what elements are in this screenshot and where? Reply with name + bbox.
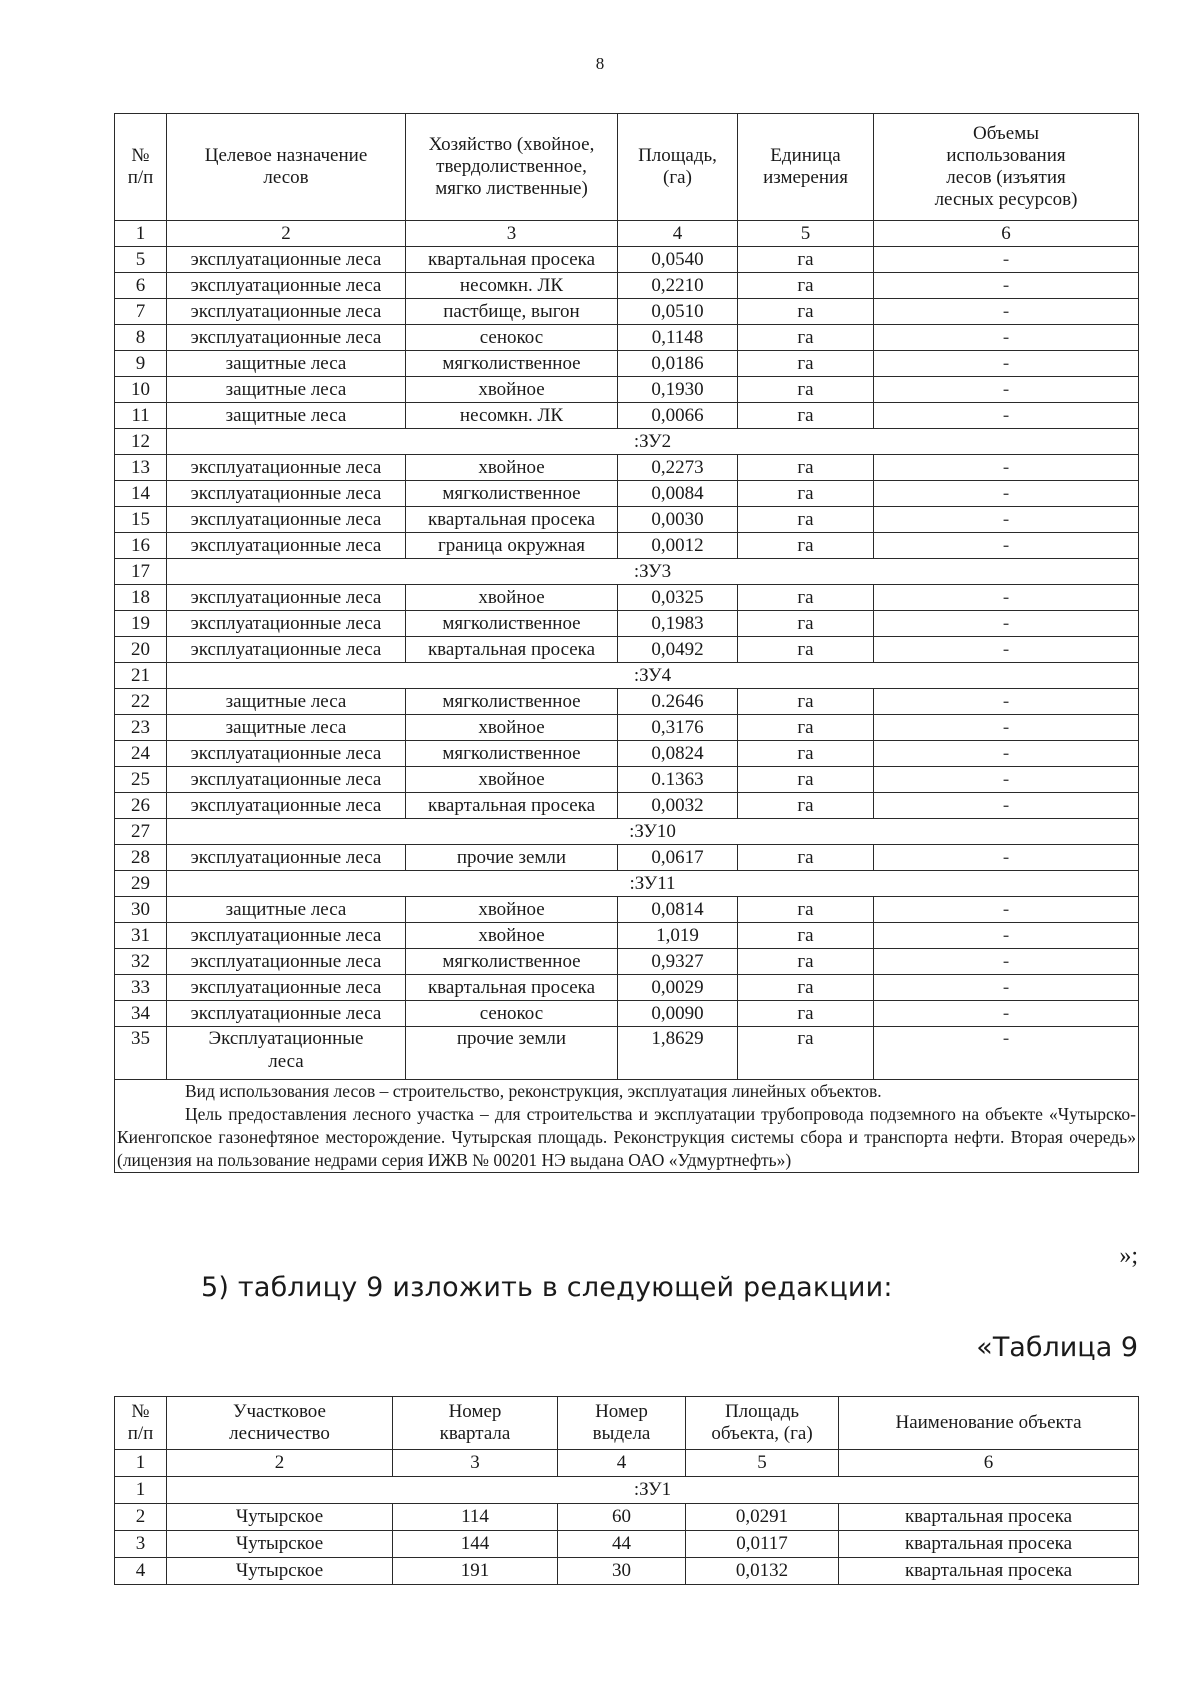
row-number: 9	[115, 351, 167, 377]
allotment-cell: 60	[558, 1504, 686, 1531]
area-cell: 0,0090	[618, 1001, 738, 1027]
volume-cell: -	[874, 273, 1139, 299]
row-number: 5	[115, 247, 167, 273]
unit-cell: га	[738, 533, 874, 559]
quarter-cell: 114	[393, 1504, 558, 1531]
section-row	[115, 1477, 1139, 1504]
table-row	[115, 351, 1139, 377]
forest-purpose-cell: защитные леса	[167, 377, 406, 403]
column-header: № п/п	[115, 114, 167, 221]
amendment-instruction: 5) таблицу 9 изложить в следующей редакции:	[201, 1272, 893, 1303]
row-number: 12	[115, 429, 167, 455]
farm-type-cell: мягколиственное	[406, 949, 618, 975]
area-cell: 0,0325	[618, 585, 738, 611]
farm-type-cell: мягколиственное	[406, 351, 618, 377]
volume-cell: -	[874, 845, 1139, 871]
column-header: Площадь объекта, (га)	[686, 1397, 839, 1450]
volume-cell: -	[874, 715, 1139, 741]
farm-type-cell: прочие земли	[406, 845, 618, 871]
area-cell: 0,0032	[618, 793, 738, 819]
area-cell: 0,2273	[618, 455, 738, 481]
table-row	[115, 481, 1139, 507]
table-row	[115, 923, 1139, 949]
row-number: 35	[115, 1027, 167, 1080]
column-number-row	[115, 1450, 1139, 1477]
unit-cell: га	[738, 481, 874, 507]
farm-type-cell: квартальная просека	[406, 637, 618, 663]
forest-purpose-cell: эксплуатационные леса	[167, 793, 406, 819]
volume-cell: -	[874, 637, 1139, 663]
volume-cell: -	[874, 481, 1139, 507]
farm-type-cell: хвойное	[406, 455, 618, 481]
unit-cell: га	[738, 1027, 874, 1080]
row-number: 17	[115, 559, 167, 585]
section-label: :ЗУ2	[167, 429, 1139, 455]
forest-purpose-cell: защитные леса	[167, 689, 406, 715]
object-name-cell: квартальная просека	[839, 1531, 1139, 1558]
usage-type-text: Вид использования лесов – строительство, реконструкция, эксплуатация линейных объектов.	[185, 1081, 882, 1101]
area-cell: 1,019	[618, 923, 738, 949]
object-name-cell: квартальная просека	[839, 1558, 1139, 1585]
forest-purpose-cell: эксплуатационные леса	[167, 533, 406, 559]
column-number: 4	[618, 221, 738, 247]
area-cell: 0,1148	[618, 325, 738, 351]
column-header: Наименование объекта	[839, 1397, 1139, 1450]
area-cell: 0,0824	[618, 741, 738, 767]
area-cell: 0,0030	[618, 507, 738, 533]
column-number: 2	[167, 1450, 393, 1477]
row-number: 29	[115, 871, 167, 897]
farm-type-cell: граница окружная	[406, 533, 618, 559]
volume-cell: -	[874, 689, 1139, 715]
area-cell: 0,0084	[618, 481, 738, 507]
unit-cell: га	[738, 585, 874, 611]
table-row	[115, 637, 1139, 663]
area-cell: 0,3176	[618, 715, 738, 741]
forest-purpose-cell: Эксплуатационные леса	[167, 1027, 406, 1080]
row-number: 1	[115, 1477, 167, 1504]
unit-cell: га	[738, 637, 874, 663]
row-number: 20	[115, 637, 167, 663]
table-9	[114, 1396, 1139, 1585]
forest-purpose-cell: эксплуатационные леса	[167, 1001, 406, 1027]
section-row	[115, 819, 1139, 845]
forest-purpose-cell: эксплуатационные леса	[167, 273, 406, 299]
table-row	[115, 507, 1139, 533]
column-number-row	[115, 221, 1139, 247]
row-number: 22	[115, 689, 167, 715]
forest-purpose-cell: защитные леса	[167, 715, 406, 741]
area-cell: 0,0540	[618, 247, 738, 273]
row-number: 28	[115, 845, 167, 871]
forest-purpose-cell: защитные леса	[167, 351, 406, 377]
forest-purpose-cell: эксплуатационные леса	[167, 585, 406, 611]
volume-cell: -	[874, 377, 1139, 403]
area-cell: 0,2210	[618, 273, 738, 299]
column-header: Объемы использования лесов (изъятия лесных ресурсов)	[874, 114, 1139, 221]
table-row	[115, 897, 1139, 923]
row-number: 16	[115, 533, 167, 559]
area-cell: 0,0012	[618, 533, 738, 559]
table-row	[115, 273, 1139, 299]
area-cell: 0.2646	[618, 689, 738, 715]
column-number: 3	[406, 221, 618, 247]
farm-type-cell: пастбище, выгон	[406, 299, 618, 325]
unit-cell: га	[738, 299, 874, 325]
volume-cell: -	[874, 923, 1139, 949]
table-row	[115, 299, 1139, 325]
table-row	[115, 767, 1139, 793]
farm-type-cell: мягколиственное	[406, 481, 618, 507]
unit-cell: га	[738, 507, 874, 533]
row-number: 11	[115, 403, 167, 429]
allotment-cell: 30	[558, 1558, 686, 1585]
unit-cell: га	[738, 325, 874, 351]
area-cell: 0,0617	[618, 845, 738, 871]
section-label: :ЗУ3	[167, 559, 1139, 585]
table-row	[115, 533, 1139, 559]
section-row	[115, 871, 1139, 897]
forestry-cell: Чутырское	[167, 1531, 393, 1558]
row-number: 3	[115, 1531, 167, 1558]
farm-type-cell: хвойное	[406, 715, 618, 741]
forest-purpose-cell: эксплуатационные леса	[167, 325, 406, 351]
column-number: 6	[874, 221, 1139, 247]
volume-cell: -	[874, 767, 1139, 793]
forest-purpose-cell: защитные леса	[167, 897, 406, 923]
object-name-cell: квартальная просека	[839, 1504, 1139, 1531]
row-number: 8	[115, 325, 167, 351]
quarter-cell: 191	[393, 1558, 558, 1585]
allotment-cell: 44	[558, 1531, 686, 1558]
forest-purpose-cell: эксплуатационные леса	[167, 247, 406, 273]
table-row	[115, 689, 1139, 715]
farm-type-cell: хвойное	[406, 767, 618, 793]
forest-purpose-cell: защитные леса	[167, 403, 406, 429]
table-9-caption: «Таблица 9	[976, 1332, 1138, 1363]
row-number: 26	[115, 793, 167, 819]
unit-cell: га	[738, 923, 874, 949]
row-number: 27	[115, 819, 167, 845]
farm-type-cell: квартальная просека	[406, 247, 618, 273]
column-number: 5	[686, 1450, 839, 1477]
row-number: 7	[115, 299, 167, 325]
unit-cell: га	[738, 455, 874, 481]
usage-note	[115, 1080, 1139, 1173]
volume-cell: -	[874, 247, 1139, 273]
table-body	[115, 221, 1139, 1173]
table-header	[115, 114, 1139, 221]
section-label: :ЗУ4	[167, 663, 1139, 689]
column-header: Хозяйство (хвойное, твердолиственное, мягко лиственные)	[406, 114, 618, 221]
forest-purpose-cell: эксплуатационные леса	[167, 611, 406, 637]
row-number: 6	[115, 273, 167, 299]
column-number: 6	[839, 1450, 1139, 1477]
forest-purpose-cell: эксплуатационные леса	[167, 637, 406, 663]
row-number: 13	[115, 455, 167, 481]
volume-cell: -	[874, 741, 1139, 767]
farm-type-cell: квартальная просека	[406, 975, 618, 1001]
note-row	[115, 1080, 1139, 1173]
unit-cell: га	[738, 351, 874, 377]
unit-cell: га	[738, 247, 874, 273]
farm-type-cell: мягколиственное	[406, 611, 618, 637]
table-row	[115, 845, 1139, 871]
row-number: 18	[115, 585, 167, 611]
volume-cell: -	[874, 611, 1139, 637]
forestry-cell: Чутырское	[167, 1504, 393, 1531]
farm-type-cell: квартальная просека	[406, 507, 618, 533]
area-cell: 0.1363	[618, 767, 738, 793]
section-label: :ЗУ1	[167, 1477, 1139, 1504]
unit-cell: га	[738, 741, 874, 767]
forest-purpose-cell: эксплуатационные леса	[167, 767, 406, 793]
column-number: 4	[558, 1450, 686, 1477]
table-row	[115, 611, 1139, 637]
unit-cell: га	[738, 403, 874, 429]
forest-use-table	[114, 113, 1139, 1173]
table-row	[115, 793, 1139, 819]
usage-purpose-text: Цель предоставления лесного участка – для строительства и эксплуатации трубопровода подземного на объекте «Чутырско-Киенгопское газонефтяное месторождение. Чутырская площадь. Реконструкция системы сбора и транспорта нефти. Вторая очередь» (лицензия на пользование недрами серия ИЖВ № 00201 НЭ выдана ОАО «Удмуртнефть»)	[117, 1104, 1136, 1170]
column-number: 1	[115, 221, 167, 247]
area-cell: 0,0291	[686, 1504, 839, 1531]
row-number: 33	[115, 975, 167, 1001]
unit-cell: га	[738, 689, 874, 715]
row-number: 25	[115, 767, 167, 793]
table-header	[115, 1397, 1139, 1450]
section-label: :ЗУ10	[167, 819, 1139, 845]
row-number: 2	[115, 1504, 167, 1531]
table-row	[115, 949, 1139, 975]
column-header: Номер квартала	[393, 1397, 558, 1450]
forestry-cell: Чутырское	[167, 1558, 393, 1585]
table-row	[115, 455, 1139, 481]
forest-purpose-cell: эксплуатационные леса	[167, 949, 406, 975]
column-header: Площадь, (га)	[618, 114, 738, 221]
volume-cell: -	[874, 1001, 1139, 1027]
farm-type-cell: хвойное	[406, 897, 618, 923]
area-cell: 0,0117	[686, 1531, 839, 1558]
unit-cell: га	[738, 897, 874, 923]
table-row	[115, 377, 1139, 403]
table-row	[115, 975, 1139, 1001]
unit-cell: га	[738, 377, 874, 403]
area-cell: 0,9327	[618, 949, 738, 975]
farm-type-cell: квартальная просека	[406, 793, 618, 819]
area-cell: 0,0492	[618, 637, 738, 663]
farm-type-cell: несомкн. ЛК	[406, 273, 618, 299]
row-number: 21	[115, 663, 167, 689]
farm-type-cell: сенокос	[406, 325, 618, 351]
section-row	[115, 663, 1139, 689]
area-cell: 0,0132	[686, 1558, 839, 1585]
table-row	[115, 325, 1139, 351]
table-row	[115, 585, 1139, 611]
forest-purpose-cell: эксплуатационные леса	[167, 975, 406, 1001]
volume-cell: -	[874, 793, 1139, 819]
area-cell: 0,0066	[618, 403, 738, 429]
volume-cell: -	[874, 949, 1139, 975]
volume-cell: -	[874, 533, 1139, 559]
unit-cell: га	[738, 975, 874, 1001]
unit-cell: га	[738, 611, 874, 637]
table-row	[115, 1558, 1139, 1585]
column-header: № п/п	[115, 1397, 167, 1450]
forest-purpose-cell: эксплуатационные леса	[167, 923, 406, 949]
unit-cell: га	[738, 767, 874, 793]
forest-purpose-cell: эксплуатационные леса	[167, 481, 406, 507]
area-cell: 1,8629	[618, 1027, 738, 1080]
volume-cell: -	[874, 507, 1139, 533]
row-number: 30	[115, 897, 167, 923]
row-number: 32	[115, 949, 167, 975]
table-row	[115, 403, 1139, 429]
table-row	[115, 1001, 1139, 1027]
section-row	[115, 559, 1139, 585]
unit-cell: га	[738, 715, 874, 741]
table-row	[115, 715, 1139, 741]
column-header: Единица измерения	[738, 114, 874, 221]
unit-cell: га	[738, 949, 874, 975]
unit-cell: га	[738, 793, 874, 819]
volume-cell: -	[874, 403, 1139, 429]
table-row	[115, 741, 1139, 767]
page-number: 8	[595, 54, 605, 73]
row-number: 4	[115, 1558, 167, 1585]
table-row	[115, 1531, 1139, 1558]
volume-cell: -	[874, 325, 1139, 351]
area-cell: 0,0029	[618, 975, 738, 1001]
farm-type-cell: несомкн. ЛК	[406, 403, 618, 429]
area-cell: 0,0186	[618, 351, 738, 377]
row-number: 23	[115, 715, 167, 741]
column-number: 5	[738, 221, 874, 247]
volume-cell: -	[874, 455, 1139, 481]
farm-type-cell: мягколиственное	[406, 689, 618, 715]
row-number: 24	[115, 741, 167, 767]
area-cell: 0,0510	[618, 299, 738, 325]
row-number: 10	[115, 377, 167, 403]
row-number: 14	[115, 481, 167, 507]
volume-cell: -	[874, 585, 1139, 611]
table-body	[115, 1450, 1139, 1585]
farm-type-cell: хвойное	[406, 923, 618, 949]
column-header: Номер выдела	[558, 1397, 686, 1450]
row-number: 19	[115, 611, 167, 637]
volume-cell: -	[874, 299, 1139, 325]
farm-type-cell: хвойное	[406, 377, 618, 403]
closing-quote: »;	[1119, 1243, 1138, 1269]
volume-cell: -	[874, 1027, 1139, 1080]
forest-purpose-cell: эксплуатационные леса	[167, 845, 406, 871]
unit-cell: га	[738, 273, 874, 299]
section-label: :ЗУ11	[167, 871, 1139, 897]
quarter-cell: 144	[393, 1531, 558, 1558]
forest-purpose-cell: эксплуатационные леса	[167, 455, 406, 481]
column-header: Участковое лесничество	[167, 1397, 393, 1450]
volume-cell: -	[874, 975, 1139, 1001]
column-number: 2	[167, 221, 406, 247]
unit-cell: га	[738, 845, 874, 871]
unit-cell: га	[738, 1001, 874, 1027]
farm-type-cell: прочие земли	[406, 1027, 618, 1080]
row-number: 34	[115, 1001, 167, 1027]
section-row	[115, 429, 1139, 455]
area-cell: 0,1930	[618, 377, 738, 403]
table-row	[115, 1504, 1139, 1531]
farm-type-cell: мягколиственное	[406, 741, 618, 767]
column-number: 3	[393, 1450, 558, 1477]
row-number: 15	[115, 507, 167, 533]
farm-type-cell: хвойное	[406, 585, 618, 611]
volume-cell: -	[874, 351, 1139, 377]
table-row	[115, 1027, 1139, 1080]
area-cell: 0,1983	[618, 611, 738, 637]
row-number: 31	[115, 923, 167, 949]
column-number: 1	[115, 1450, 167, 1477]
farm-type-cell: сенокос	[406, 1001, 618, 1027]
forest-purpose-cell: эксплуатационные леса	[167, 299, 406, 325]
forest-purpose-cell: эксплуатационные леса	[167, 741, 406, 767]
volume-cell: -	[874, 897, 1139, 923]
table-row	[115, 247, 1139, 273]
area-cell: 0,0814	[618, 897, 738, 923]
column-header: Целевое назначение лесов	[167, 114, 406, 221]
forest-purpose-cell: эксплуатационные леса	[167, 507, 406, 533]
